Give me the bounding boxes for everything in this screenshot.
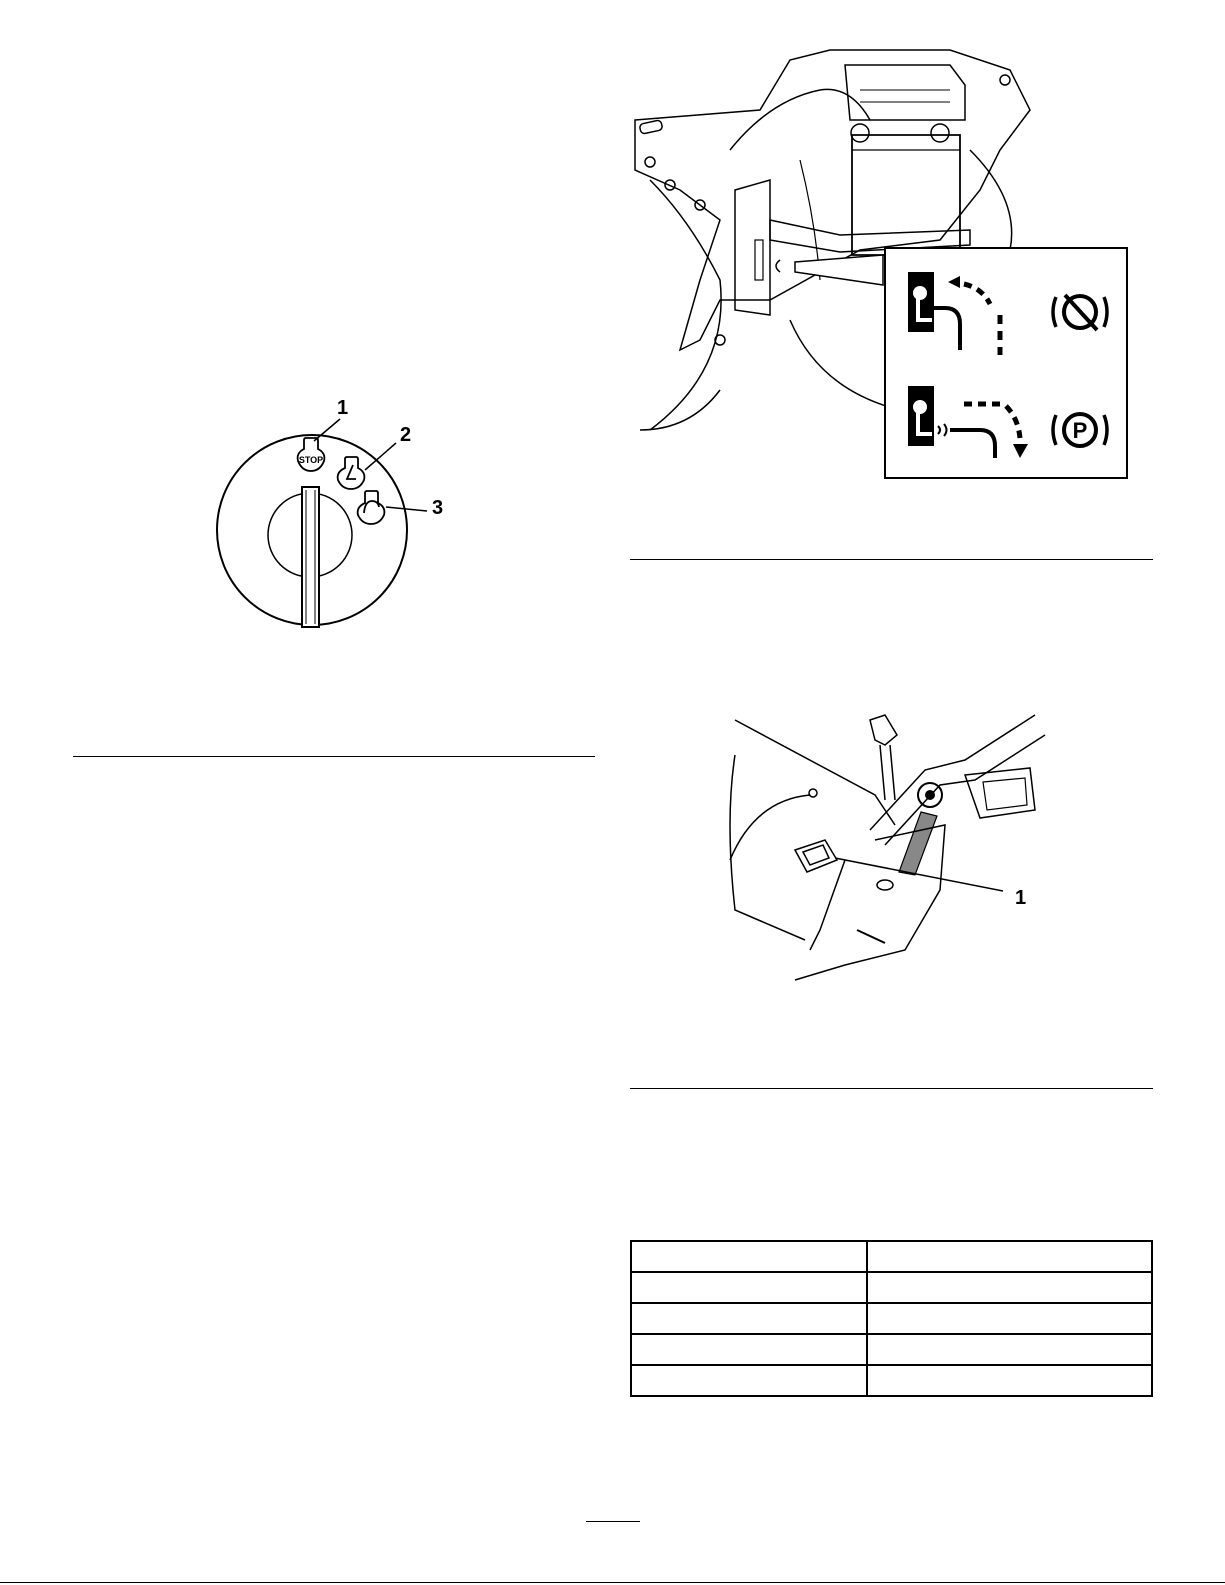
table-cell — [867, 1272, 1152, 1303]
run-position-icon — [338, 457, 365, 489]
section-divider — [630, 1088, 1153, 1089]
table-row — [631, 1241, 1152, 1272]
table-cell — [631, 1241, 867, 1272]
stop-position-icon — [298, 438, 325, 471]
ignition-switch-figure — [200, 395, 470, 655]
table-row — [631, 1334, 1152, 1365]
table-cell — [631, 1272, 867, 1303]
page-number-rule — [586, 1521, 640, 1522]
callout-1: 1 — [337, 397, 349, 419]
handle-control-figure — [725, 700, 1065, 1000]
svg-text:STOP: STOP — [298, 455, 324, 465]
table-cell — [867, 1303, 1152, 1334]
table-cell — [867, 1365, 1152, 1396]
key-blade — [302, 487, 319, 627]
table-cell — [867, 1241, 1152, 1272]
callout-1: 1 — [1015, 887, 1027, 909]
table-cell — [867, 1334, 1152, 1365]
table-cell — [631, 1365, 867, 1396]
table-row — [631, 1272, 1152, 1303]
spec-table — [630, 1240, 1153, 1397]
table-cell — [631, 1334, 867, 1365]
footer-rule — [0, 1582, 1225, 1583]
table-row — [631, 1365, 1152, 1396]
callout-3: 3 — [432, 497, 444, 519]
section-divider — [630, 559, 1153, 560]
start-position-icon — [358, 491, 385, 524]
parking-brake-figure — [620, 40, 1140, 490]
svg-text:P: P — [1072, 418, 1088, 443]
table-row — [631, 1303, 1152, 1334]
section-divider — [73, 756, 595, 757]
callout-2: 2 — [400, 424, 412, 446]
table-cell — [631, 1303, 867, 1334]
